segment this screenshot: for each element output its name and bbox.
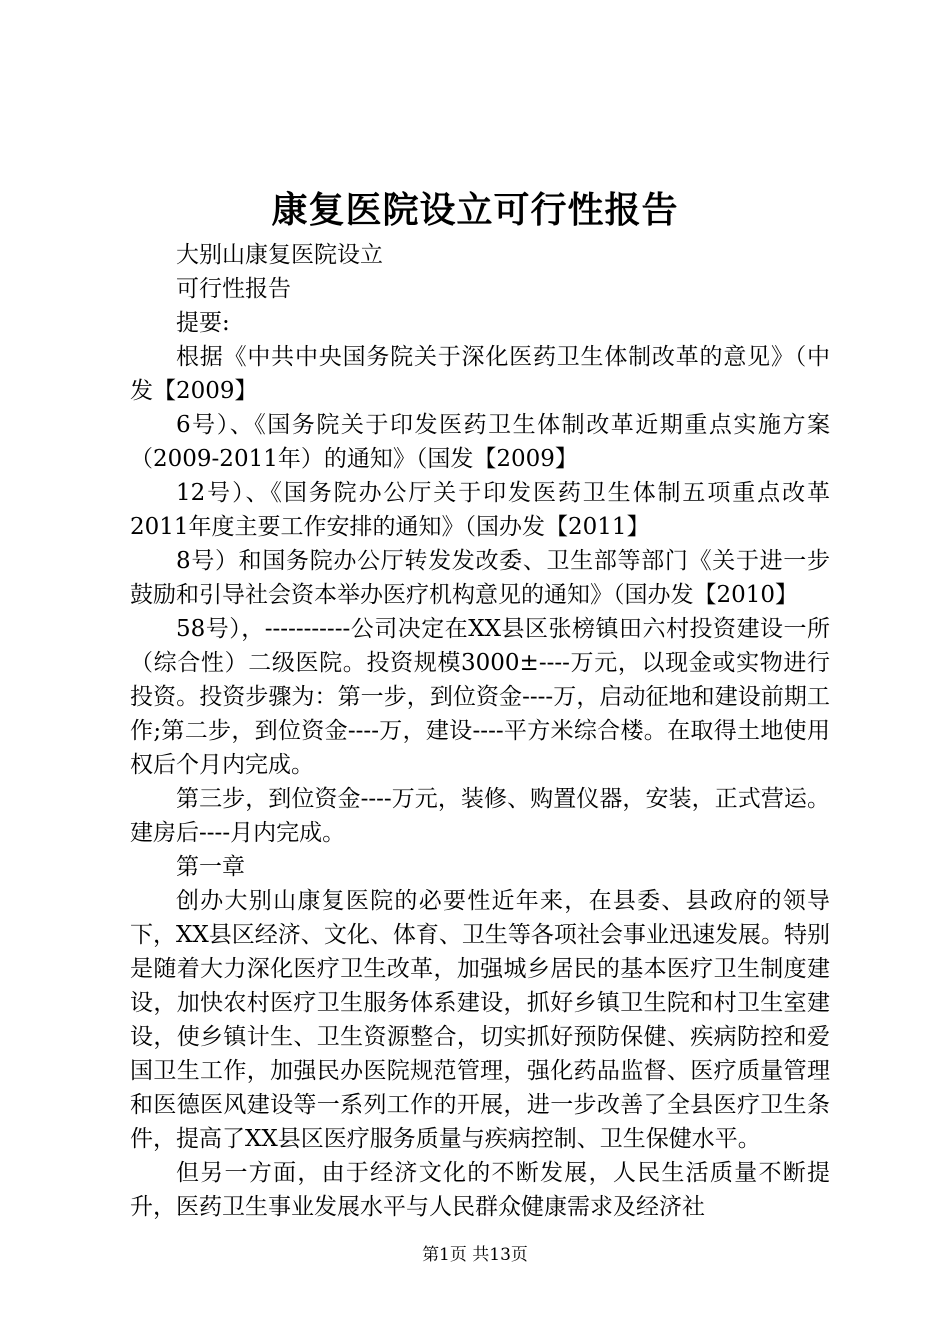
paragraph-necessity: 创办大别山康复医院的必要性近年来，在县委、县政府的领导下，XX县区经济、文化、体育、卫生等各项社会事业迅速发展。特别是随着大力深化医疗卫生改革，加强城乡居民的基本医疗卫生制度建设，加快农村医疗卫生服务体系建设，抓好乡镇卫生院和村卫生室建设，使乡镇计生、卫生资源整合，切实抓好预防保健、疾病防控和爱国卫生工作，加强民办医院规范管理，强化药品监督、医疗质量管理和医德医风建设等一系列工作的开展，进一步改善了全县医疗卫生条件，提高了XX县区医疗服务质量与疾病控制、卫生保健水平。 (130, 888, 830, 1152)
paragraph-basis-4: 8号）和国务院办公厅转发发改委、卫生部等部门《关于进一步鼓励和引导社会资本举办医疗机构意见的通知》（国办发【2010】 (130, 548, 830, 608)
document-body (130, 238, 830, 1224)
paragraph-investment-plan: 58号），-----------公司决定在XX县区张榜镇田六村投资建设一所（综合性）二级医院。投资规模3000±----万元，以现金或实物进行投资。投资步骤为：第一步，到位资金----万，启动征地和建设前期工作;第二步，到位资金----万，建设----平方米综合楼。在取得土地使用权后个月内完成。 (130, 616, 830, 778)
paragraph-basis-3: 12号）、《国务院办公厅关于印发医药卫生体制五项重点改革2011年度主要工作安排的通知》（国办发【2011】 (130, 480, 830, 540)
paragraph-report-subtitle: 可行性报告 (176, 276, 291, 302)
paragraph-other-hand: 但另一方面，由于经济文化的不断发展，人民生活质量不断提升，医药卫生事业发展水平与人民群众健康需求及经济社 (130, 1160, 830, 1220)
paragraph-summary-heading: 提要: (176, 310, 230, 336)
paragraph-basis-2: 6号）、《国务院关于印发医药卫生体制改革近期重点实施方案（2009-2011年）的通知》（国发【2009】 (130, 412, 830, 472)
paragraph-basis-1: 根据《中共中央国务院关于深化医药卫生体制改革的意见》（中发【2009】 (130, 344, 830, 404)
paragraph-chapter-heading: 第一章 (176, 854, 245, 880)
page-number-footer: 第1页 共13页 (422, 1245, 528, 1265)
paragraph-step-three: 第三步，到位资金----万元，装修、购置仪器，安装，正式营运。建房后----月内完成。 (130, 786, 830, 846)
paragraph-hospital-name: 大别山康复医院设立 (176, 242, 383, 268)
document-title: 康复医院设立可行性报告 (271, 189, 679, 231)
